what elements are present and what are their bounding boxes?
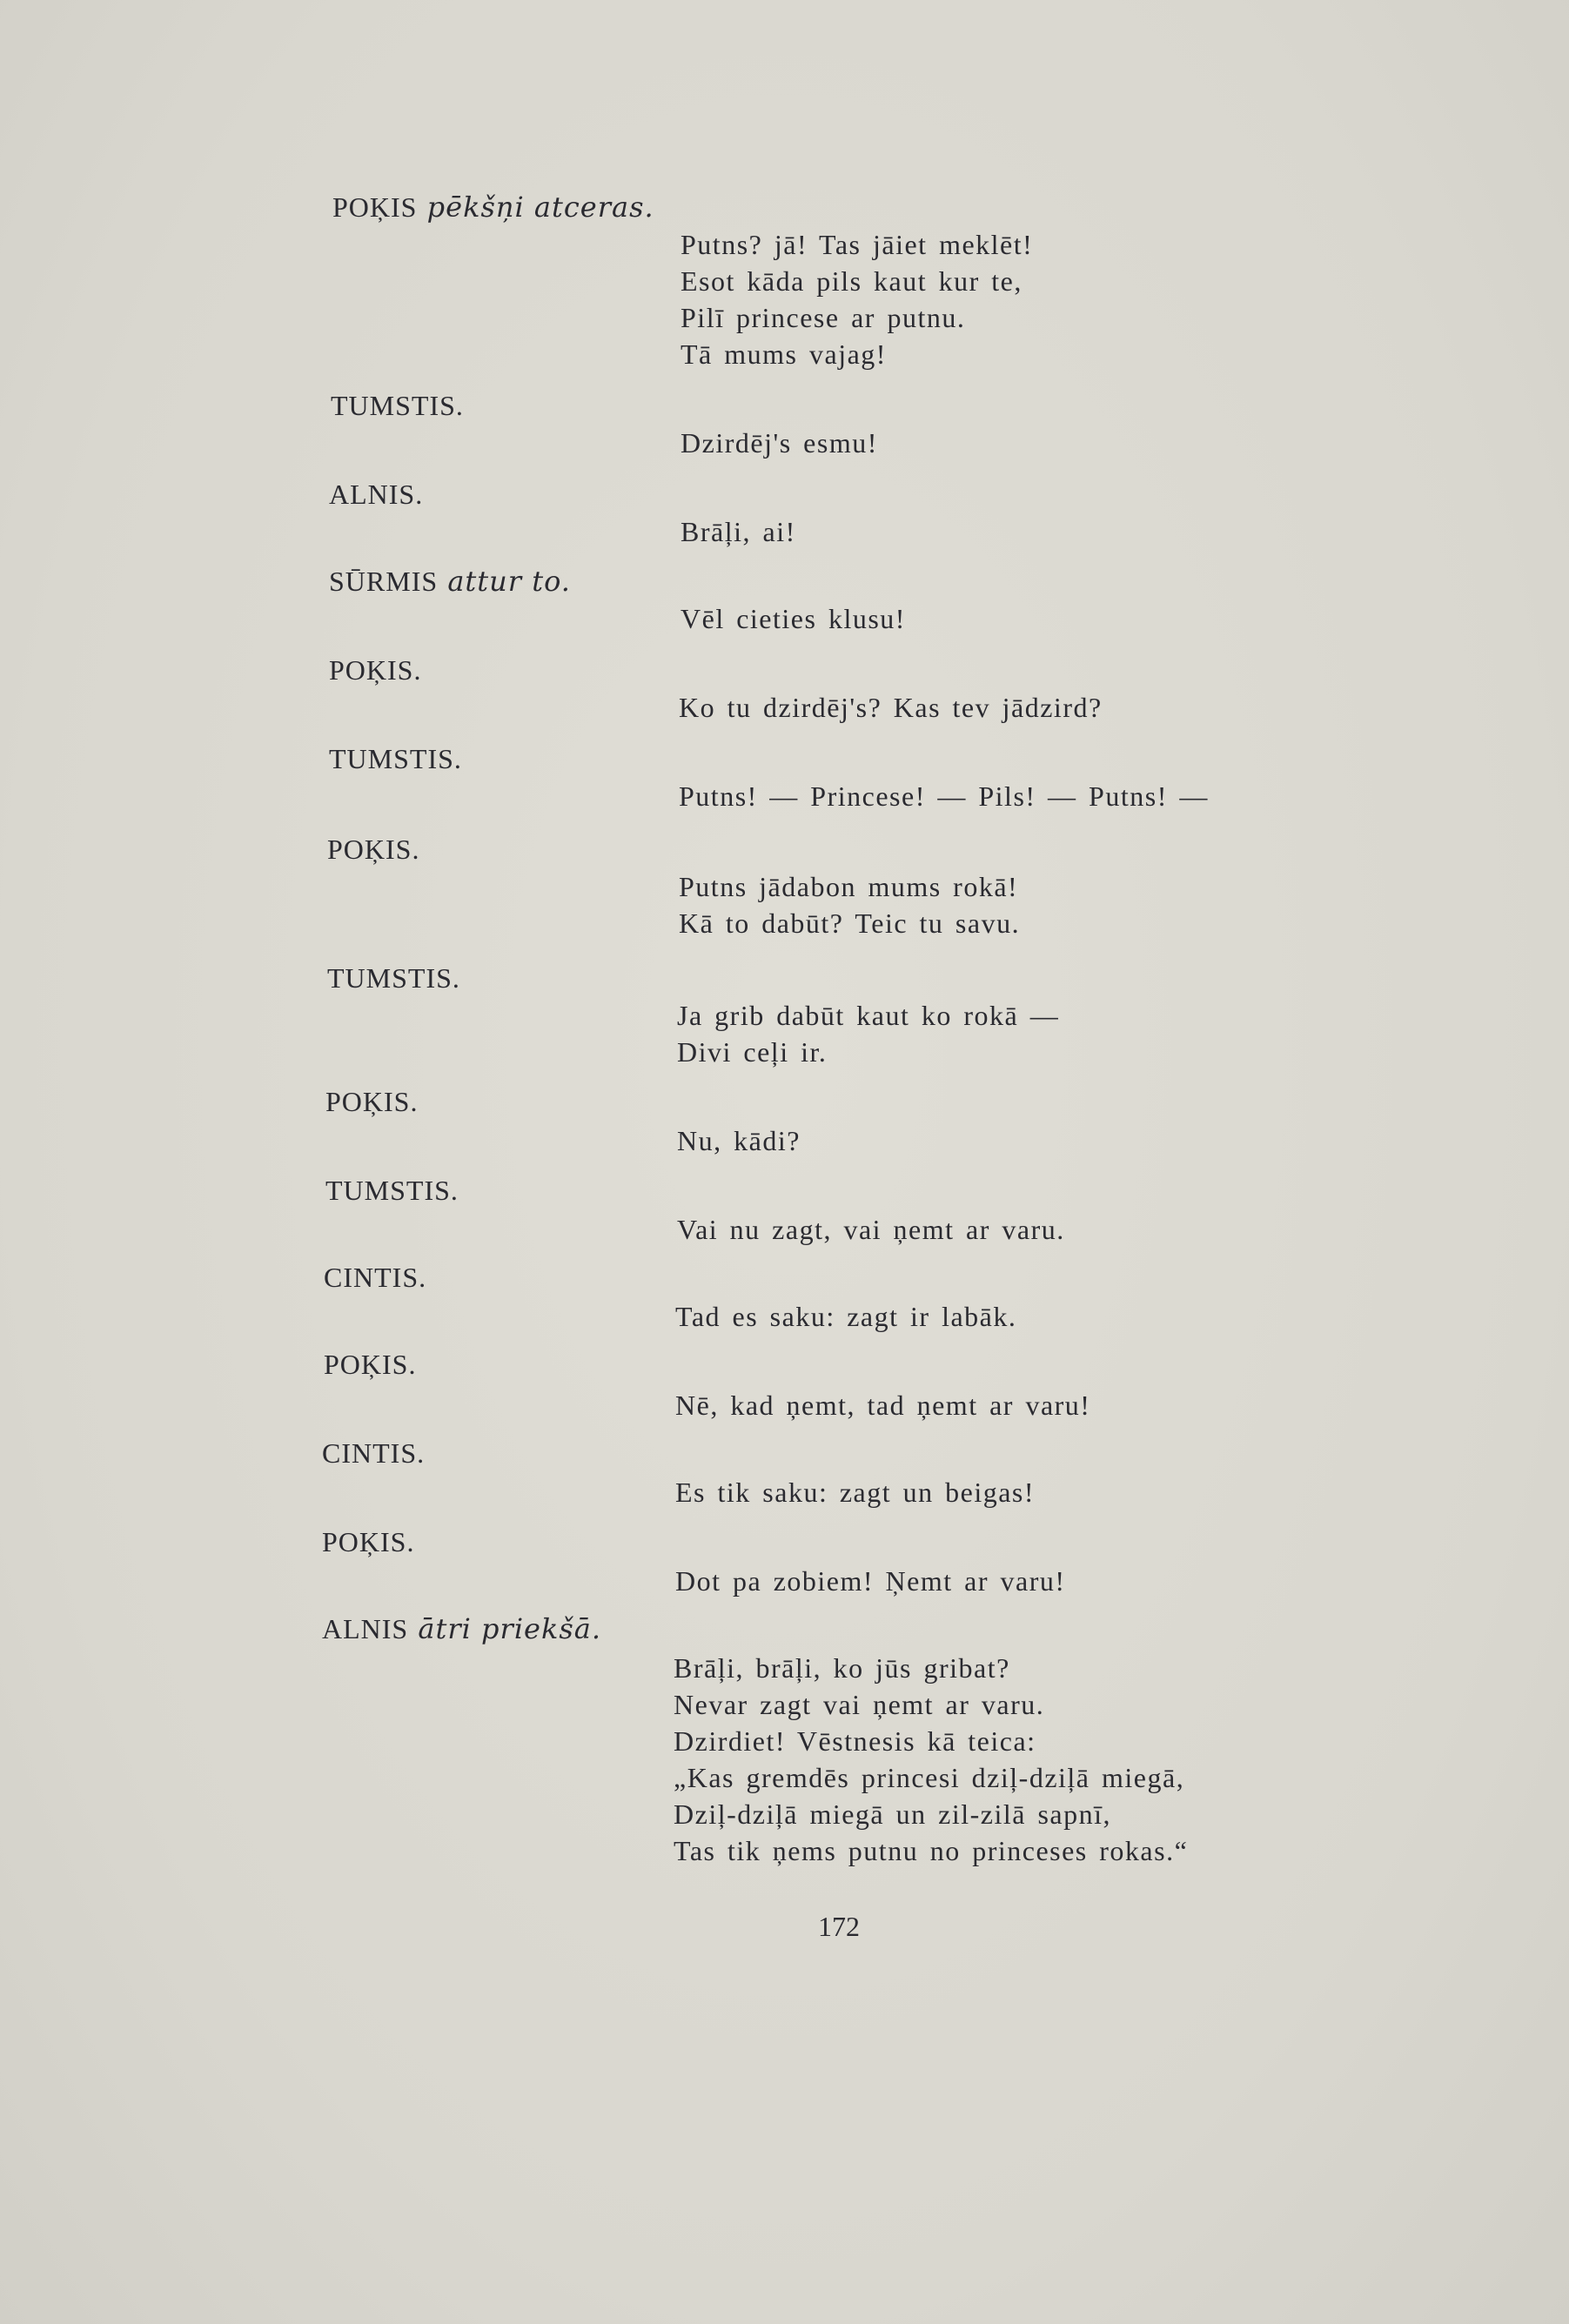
dialogue-line: Esot kāda pils kaut kur te, [681,265,1023,297]
dialogue-line: „Kas gremdēs princesi dziļ-dziļā miegā, [674,1762,1185,1793]
speaker-cue [327,832,419,867]
dialogue-line: Brāļi, brāļi, ko jūs gribat? [674,1652,1010,1684]
speaker-name: TUMSTIS. [327,962,460,994]
dialogue-line: Putns! — Princese! — Pils! — Putns! — [679,780,1209,812]
dialogue-line: Es tik saku: zagt un beigas! [675,1477,1036,1508]
speaker-name: POĶIS. [322,1526,415,1557]
speaker-cue [322,1436,425,1470]
speaker-cue [324,1260,426,1295]
dialogue-line: Vai nu zagt, vai ņemt ar varu. [677,1214,1065,1245]
speaker-name: ALNIS. [329,479,424,510]
speaker-name: TUMSTIS. [331,390,464,421]
speaker-name: POĶIS. [327,834,420,865]
speaker-cue [329,564,571,599]
dialogue-line: Nē, kad ņemt, tad ņemt ar varu! [675,1390,1091,1421]
speaker-cue [322,1611,601,1646]
dialogue-line: Nu, kādi? [677,1125,801,1156]
dialogue-line: Ja grib dabūt kaut ko rokā — [677,1000,1060,1031]
speaker-cue [329,653,421,687]
speaker-name: CINTIS. [324,1262,427,1293]
speaker-cue [331,388,464,423]
speaker-cue [327,961,460,995]
speaker-name: POĶIS [332,191,418,223]
speaker-name: POĶIS. [325,1086,419,1117]
dialogue-line: Tas tik ņems putnu no princeses rokas.“ [674,1835,1189,1866]
dialogue-line: Vēl cieties klusu! [681,603,906,634]
speaker-name: POĶIS. [329,654,422,686]
dialogue-line: Dzirdiet! Vēstnesis kā teica: [674,1725,1036,1757]
stage-direction: attur to. [447,565,571,598]
speaker-name: ALNIS [322,1613,409,1644]
dialogue-line: Dot pa zobiem! Ņemt ar varu! [675,1565,1066,1597]
dialogue-line: Kā to dabūt? Teic tu savu. [679,907,1021,939]
stage-direction: ātri priekšā. [418,1612,602,1645]
stage-direction: pēkšņi atceras. [426,191,654,224]
speaker-cue [325,1084,418,1119]
speaker-cue [332,190,654,224]
speaker-name: TUMSTIS. [329,743,462,774]
speaker-cue [325,1173,459,1208]
dialogue-line: Nevar zagt vai ņemt ar varu. [674,1689,1045,1720]
speaker-cue [329,477,423,512]
speaker-cue [329,741,462,776]
dialogue-line: Divi ceļi ir. [677,1036,828,1068]
dialogue-line: Pilī princese ar putnu. [681,302,966,333]
dialogue-line: Dzirdēj's esmu! [681,427,878,459]
dialogue-line: Putns? jā! Tas jāiet meklēt! [681,229,1034,260]
dialogue-line: Brāļi, ai! [681,516,796,547]
speaker-cue [324,1347,416,1382]
speaker-name: POĶIS. [324,1349,417,1380]
dialogue-line: Ko tu dzirdēj's? Kas tev jādzird? [679,692,1103,723]
dialogue-line: Putns jādabon mums rokā! [679,871,1019,902]
dialogue-line: Dziļ-dziļā miegā un zil-zilā sapnī, [674,1798,1111,1830]
speaker-name: TUMSTIS. [325,1175,459,1206]
dialogue-line: Tā mums vajag! [681,338,887,370]
speaker-name: SŪRMIS [329,566,439,597]
page-number: 172 [818,1911,860,1942]
speaker-name: CINTIS. [322,1437,426,1469]
dialogue-line: Tad es saku: zagt ir labāk. [675,1301,1017,1332]
speaker-cue [322,1524,414,1559]
